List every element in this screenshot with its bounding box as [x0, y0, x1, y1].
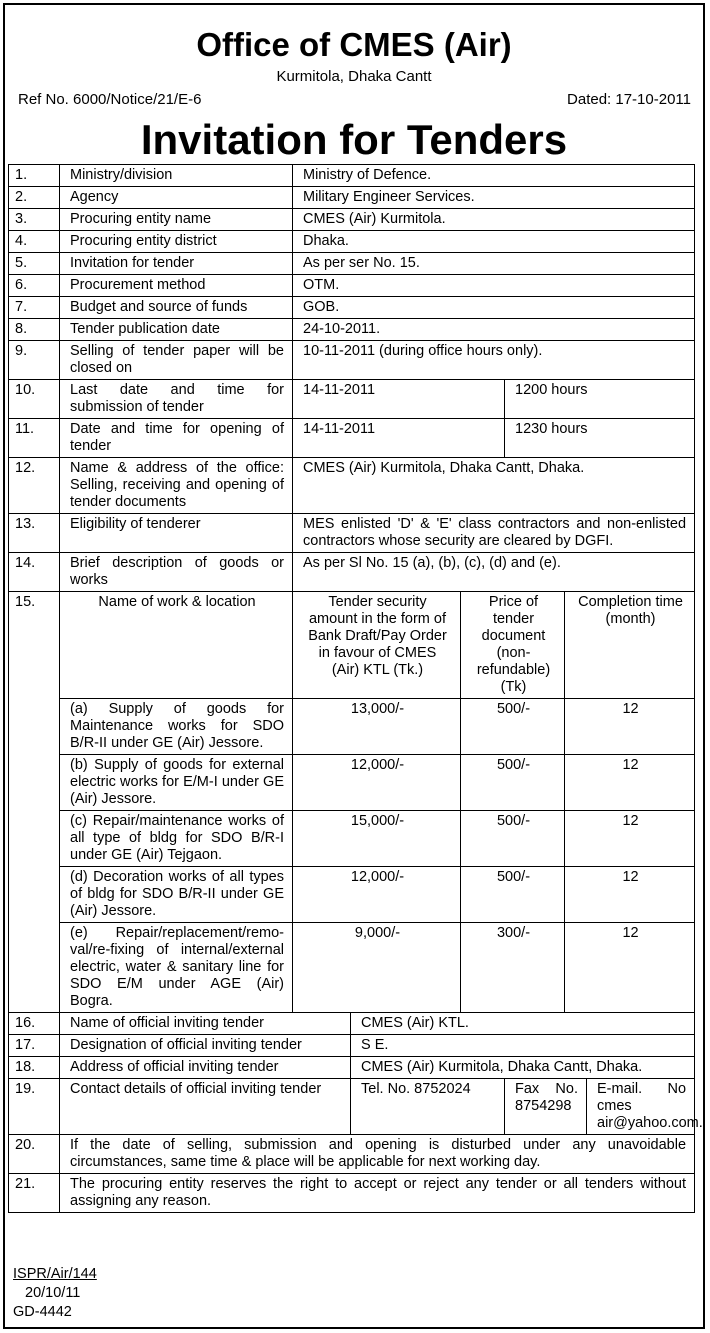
row-value: MES enlisted 'D' & 'E' class contractors and non-enlisted contractors whose security are cleared by DGFI. — [293, 514, 695, 553]
row-value: OTM. — [293, 275, 695, 297]
row-number: 3. — [9, 209, 60, 231]
gd-number: GD-4442 — [13, 1304, 72, 1320]
row-number: 20. — [9, 1135, 60, 1174]
telephone: Tel. No. 8752024 — [351, 1079, 505, 1135]
price-header: Price of tender document (non-refundable) (Tk) — [461, 592, 565, 699]
security-amount: 12,000/- — [293, 755, 461, 811]
row-time: 1230 hours — [505, 419, 695, 458]
table-row — [9, 419, 695, 458]
row-value: As per ser No. 15. — [293, 253, 695, 275]
row-number: 5. — [9, 253, 60, 275]
security-amount: 13,000/- — [293, 699, 461, 755]
row-date: 14-11-2011 — [293, 380, 505, 419]
notice-date: Dated: 17-10-2011 — [567, 91, 691, 108]
note-text: The procuring entity reserves the right to accept or reject any tender or all tenders without assigning any reason. — [60, 1174, 695, 1213]
row-value: 10-11-2011 (during office hours only). — [293, 341, 695, 380]
row-label: Eligibility of tenderer — [60, 514, 293, 553]
row-value: 24-10-2011. — [293, 319, 695, 341]
row-label: Contact details of official inviting tender — [60, 1079, 351, 1135]
row-number: 8. — [9, 319, 60, 341]
row-label: Agency — [60, 187, 293, 209]
work-name: (e) Repair/replacement/remo-val/re-fixing of internal/external electric, water & sanitary line for SDO E/M under AGE (Air) Bogra. — [60, 923, 293, 1013]
row-value: Dhaka. — [293, 231, 695, 253]
note-row — [9, 1174, 695, 1213]
works-name-header: Name of work & location — [60, 592, 293, 699]
note-text: If the date of selling, submission and opening is disturbed under any unavoidable circumstances, same time & place will be applicable for next working day. — [60, 1135, 695, 1174]
security-header: Tender security amount in the form of Bank Draft/Pay Order in favour of CMES (Air) KTL (Tk.) — [293, 592, 461, 699]
reference-number: Ref No. 6000/Notice/21/E-6 — [18, 91, 202, 108]
row-value: CMES (Air) Kurmitola. — [293, 209, 695, 231]
completion-time: 12 — [565, 811, 695, 867]
row-number: 12. — [9, 458, 60, 514]
empty-cell — [9, 699, 60, 755]
security-amount: 9,000/- — [293, 923, 461, 1013]
table-row — [9, 1057, 695, 1079]
row-label: Address of official inviting tender — [60, 1057, 351, 1079]
row-number: 16. — [9, 1013, 60, 1035]
work-name: (a) Supply of goods for Maintenance works for SDO B/R-II under GE (Air) Jessore. — [60, 699, 293, 755]
row-number: 4. — [9, 231, 60, 253]
email: E-mail. No cmes air@yahoo.com. — [587, 1079, 695, 1135]
table-row — [9, 275, 695, 297]
completion-time: 12 — [565, 923, 695, 1013]
row-number: 21. — [9, 1174, 60, 1213]
row-label: Budget and source of funds — [60, 297, 293, 319]
row-label: Ministry/division — [60, 165, 293, 187]
row-label: Brief description of goods or works — [60, 553, 293, 592]
document-price: 500/- — [461, 867, 565, 923]
row-number: 1. — [9, 165, 60, 187]
table-row — [9, 1035, 695, 1057]
security-amount: 12,000/- — [293, 867, 461, 923]
row-value: As per Sl No. 15 (a), (b), (c), (d) and (e). — [293, 553, 695, 592]
document-price: 500/- — [461, 755, 565, 811]
completion-time: 12 — [565, 755, 695, 811]
office-name: Office of CMES (Air) — [196, 26, 512, 63]
table-row — [9, 165, 695, 187]
row-value: CMES (Air) Kurmitola, Dhaka Cantt, Dhaka. — [351, 1057, 695, 1079]
row-number: 11. — [9, 419, 60, 458]
ispr-number: ISPR/Air/144 — [13, 1266, 97, 1282]
empty-cell — [9, 811, 60, 867]
row-number: 7. — [9, 297, 60, 319]
table-row — [9, 253, 695, 275]
notice-title: Invitation for Tenders — [140, 116, 568, 163]
row-label: Procuring entity name — [60, 209, 293, 231]
table-row — [9, 1013, 695, 1035]
row-value: Ministry of Defence. — [293, 165, 695, 187]
row-date: 14-11-2011 — [293, 419, 505, 458]
table-row — [9, 231, 695, 253]
row-value: GOB. — [293, 297, 695, 319]
table-row — [9, 553, 695, 592]
fax: Fax No. 8754298 — [505, 1079, 587, 1135]
empty-cell — [9, 755, 60, 811]
table-row — [9, 341, 695, 380]
row-label: Date and time for opening of tender — [60, 419, 293, 458]
row-label: Name & address of the office: Selling, receiving and opening of tender documents — [60, 458, 293, 514]
table-row — [9, 514, 695, 553]
work-item-row — [9, 867, 695, 923]
work-item-row — [9, 811, 695, 867]
completion-time: 12 — [565, 867, 695, 923]
document-price: 300/- — [461, 923, 565, 1013]
row-label: Tender publication date — [60, 319, 293, 341]
row-number: 15. — [9, 592, 60, 699]
row-label: Procurement method — [60, 275, 293, 297]
row-number: 6. — [9, 275, 60, 297]
row-number: 19. — [9, 1079, 60, 1135]
row-label: Last date and time for submission of tender — [60, 380, 293, 419]
row-label: Procuring entity district — [60, 231, 293, 253]
row-number: 18. — [9, 1057, 60, 1079]
works-header-row — [9, 592, 695, 699]
row-number: 13. — [9, 514, 60, 553]
work-name: (c) Repair/maintenance works of all type of bldg for SDO B/R-I under GE (Air) Tejgaon. — [60, 811, 293, 867]
footer — [13, 1265, 97, 1322]
document-price: 500/- — [461, 699, 565, 755]
work-name: (d) Decoration works of all types of bldg for SDO B/R-II under GE (Air) Jessore. — [60, 867, 293, 923]
table-row — [9, 209, 695, 231]
table-row — [9, 380, 695, 419]
completion-header: Completion time (month) — [565, 592, 695, 699]
row-value: S E. — [351, 1035, 695, 1057]
row-value: CMES (Air) Kurmitola, Dhaka Cantt, Dhaka. — [293, 458, 695, 514]
row-time: 1200 hours — [505, 380, 695, 419]
table-row — [9, 319, 695, 341]
work-item-row — [9, 699, 695, 755]
row-number: 10. — [9, 380, 60, 419]
row-label: Selling of tender paper will be closed on — [60, 341, 293, 380]
row-label: Designation of official inviting tender — [60, 1035, 351, 1057]
contact-row — [9, 1079, 695, 1135]
table-row — [9, 297, 695, 319]
document-price: 500/- — [461, 811, 565, 867]
empty-cell — [9, 923, 60, 1013]
row-number: 2. — [9, 187, 60, 209]
work-item-row — [9, 923, 695, 1013]
row-value: Military Engineer Services. — [293, 187, 695, 209]
table-row — [9, 458, 695, 514]
row-number: 14. — [9, 553, 60, 592]
empty-cell — [9, 867, 60, 923]
row-label: Invitation for tender — [60, 253, 293, 275]
office-location: Kurmitola, Dhaka Cantt — [276, 68, 432, 85]
row-number: 17. — [9, 1035, 60, 1057]
ispr-date: 20/10/11 — [25, 1285, 81, 1301]
security-amount: 15,000/- — [293, 811, 461, 867]
note-row — [9, 1135, 695, 1174]
row-value: CMES (Air) KTL. — [351, 1013, 695, 1035]
tender-table — [8, 164, 703, 1213]
row-number: 9. — [9, 341, 60, 380]
work-item-row — [9, 755, 695, 811]
table-row — [9, 187, 695, 209]
work-name: (b) Supply of goods for external electric works for E/M-I under GE (Air) Jessore. — [60, 755, 293, 811]
completion-time: 12 — [565, 699, 695, 755]
row-label: Name of official inviting tender — [60, 1013, 351, 1035]
